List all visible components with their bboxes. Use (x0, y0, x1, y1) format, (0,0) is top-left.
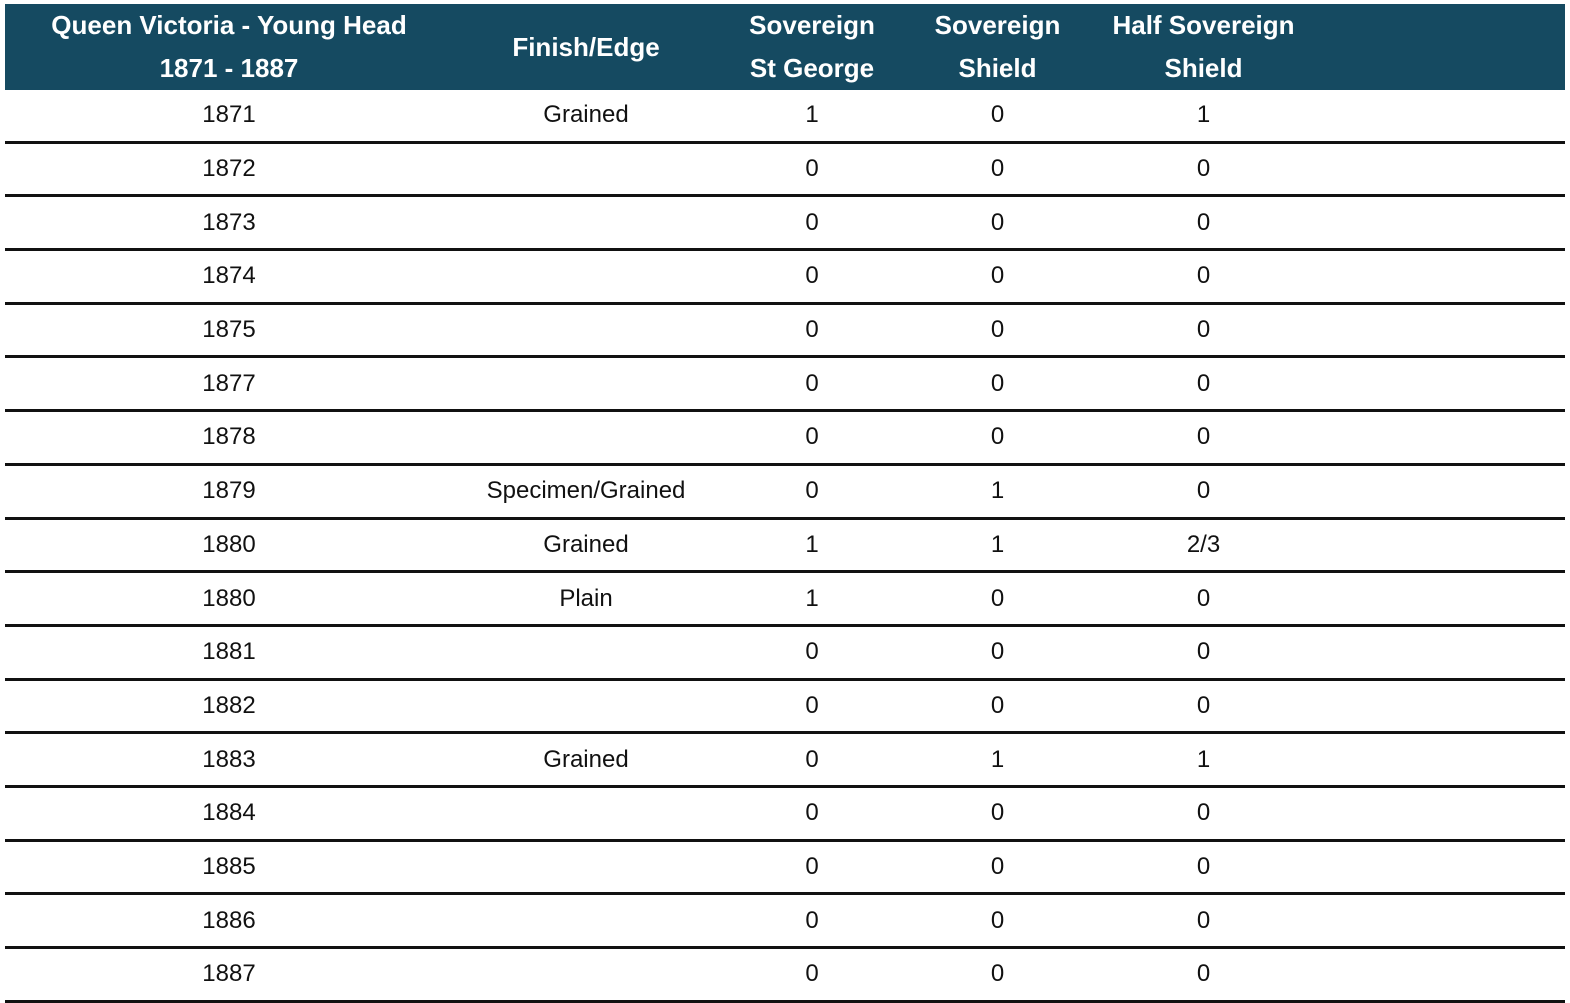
cell-finish-edge (453, 949, 719, 1000)
header-sg-line1: Sovereign (749, 10, 875, 40)
table-row (5, 734, 1565, 788)
cell-half-sovereign-shield: 0 (1196, 155, 1211, 183)
cell-half-sovereign-shield: 0 (1196, 691, 1211, 719)
header-sovereign-shield (905, 4, 1090, 90)
cell-year: 1883 (202, 745, 256, 773)
cell-sovereign-shield: 0 (990, 906, 1005, 934)
cell-year: 1886 (202, 906, 256, 934)
cell-sovereign-st-george: 0 (805, 316, 819, 344)
cell-year: 1878 (202, 423, 256, 451)
cell-year: 1880 (202, 584, 256, 612)
cell-sovereign-st-george: 1 (805, 101, 819, 129)
header-hs-line1: Half Sovereign (1112, 10, 1295, 40)
cell-finish-edge (453, 412, 719, 463)
cell-finish-edge (453, 681, 719, 732)
cell-year: 1874 (202, 262, 256, 290)
cell-sovereign-st-george: 0 (805, 852, 819, 880)
cell-sovereign-st-george: 0 (805, 799, 819, 827)
cell-sovereign-shield: 0 (990, 960, 1005, 988)
row-spacer (1317, 573, 1565, 624)
cell-sovereign-st-george: 1 (805, 584, 819, 612)
cell-year: 1875 (202, 316, 256, 344)
row-spacer (1317, 251, 1565, 302)
header-year (5, 4, 453, 90)
cell-half-sovereign-shield: 0 (1196, 638, 1211, 666)
table-body (5, 90, 1565, 1003)
row-spacer (1317, 681, 1565, 732)
cell-sovereign-st-george: 0 (805, 477, 819, 505)
row-spacer (1317, 627, 1565, 678)
table-row (5, 573, 1565, 627)
cell-half-sovereign-shield: 0 (1196, 423, 1211, 451)
cell-half-sovereign-shield: 0 (1196, 208, 1211, 236)
header-half-sovereign-shield (1090, 4, 1317, 90)
cell-half-sovereign-shield: 0 (1196, 262, 1211, 290)
row-spacer (1317, 358, 1565, 409)
header-sovereign-st-george (719, 4, 905, 90)
cell-year: 1880 (202, 530, 256, 558)
cell-half-sovereign-shield: 1 (1196, 101, 1211, 129)
cell-sovereign-st-george: 0 (805, 208, 819, 236)
cell-sovereign-shield: 0 (990, 799, 1005, 827)
cell-sovereign-shield: 0 (990, 101, 1005, 129)
cell-sovereign-shield: 0 (990, 638, 1005, 666)
cell-sovereign-shield: 1 (990, 745, 1005, 773)
row-spacer (1317, 90, 1565, 141)
cell-sovereign-shield: 0 (990, 584, 1005, 612)
cell-year: 1885 (202, 852, 256, 880)
header-year-line2: 1871 - 1887 (159, 53, 299, 83)
row-spacer (1317, 734, 1565, 785)
cell-sovereign-shield: 1 (990, 530, 1005, 558)
cell-finish-edge (453, 627, 719, 678)
table-row (5, 90, 1565, 144)
cell-finish-edge: Grained (543, 745, 629, 773)
cell-sovereign-shield: 0 (990, 852, 1005, 880)
table-row (5, 895, 1565, 949)
cell-sovereign-st-george: 1 (805, 530, 819, 558)
cell-sovereign-shield: 0 (990, 423, 1005, 451)
row-spacer (1317, 842, 1565, 893)
cell-year: 1884 (202, 799, 256, 827)
cell-half-sovereign-shield: 1 (1196, 745, 1211, 773)
cell-finish-edge (453, 842, 719, 893)
cell-year: 1881 (202, 638, 256, 666)
row-spacer (1317, 412, 1565, 463)
table-row (5, 466, 1565, 520)
cell-sovereign-st-george: 0 (805, 369, 819, 397)
row-spacer (1317, 520, 1565, 571)
cell-finish-edge: Specimen/Grained (486, 477, 686, 505)
cell-finish-edge: Grained (543, 530, 629, 558)
cell-finish-edge: Plain (559, 584, 613, 612)
cell-sovereign-shield: 1 (990, 477, 1005, 505)
table-row (5, 412, 1565, 466)
cell-finish-edge: Grained (543, 101, 629, 129)
header-spacer (1317, 4, 1565, 90)
table-row (5, 197, 1565, 251)
table-header (5, 4, 1565, 90)
row-spacer (1317, 788, 1565, 839)
table-row (5, 788, 1565, 842)
header-sg-line2: St George (749, 53, 875, 83)
cell-finish-edge (453, 788, 719, 839)
table-row (5, 305, 1565, 359)
cell-sovereign-st-george: 0 (805, 745, 819, 773)
table-row (5, 627, 1565, 681)
cell-half-sovereign-shield: 0 (1196, 477, 1211, 505)
cell-year: 1872 (202, 155, 256, 183)
table-row (5, 681, 1565, 735)
cell-sovereign-shield: 0 (990, 369, 1005, 397)
cell-half-sovereign-shield: 0 (1196, 369, 1211, 397)
cell-finish-edge (453, 358, 719, 409)
cell-finish-edge (453, 251, 719, 302)
cell-year: 1879 (202, 477, 256, 505)
cell-sovereign-shield: 0 (990, 316, 1005, 344)
cell-year: 1871 (202, 101, 256, 129)
cell-half-sovereign-shield: 0 (1196, 960, 1211, 988)
cell-sovereign-st-george: 0 (805, 906, 819, 934)
cell-sovereign-st-george: 0 (805, 262, 819, 290)
table-row (5, 144, 1565, 198)
cell-half-sovereign-shield: 0 (1196, 584, 1211, 612)
header-year-line1: Queen Victoria - Young Head (51, 10, 407, 40)
cell-half-sovereign-shield: 0 (1196, 799, 1211, 827)
cell-year: 1873 (202, 208, 256, 236)
table-row (5, 949, 1565, 1003)
header-finish (453, 4, 719, 90)
cell-finish-edge (453, 305, 719, 356)
cell-finish-edge (453, 197, 719, 248)
cell-finish-edge (453, 895, 719, 946)
table-row (5, 251, 1565, 305)
header-finish-line1: Finish/Edge (512, 31, 660, 62)
table-row (5, 520, 1565, 574)
cell-half-sovereign-shield: 0 (1196, 852, 1211, 880)
cell-sovereign-shield: 0 (990, 691, 1005, 719)
row-spacer (1317, 144, 1565, 195)
cell-half-sovereign-shield: 2/3 (1186, 530, 1221, 558)
cell-half-sovereign-shield: 0 (1196, 906, 1211, 934)
table-row (5, 358, 1565, 412)
row-spacer (1317, 197, 1565, 248)
row-spacer (1317, 895, 1565, 946)
cell-year: 1887 (202, 960, 256, 988)
cell-sovereign-st-george: 0 (805, 691, 819, 719)
cell-sovereign-shield: 0 (990, 208, 1005, 236)
table-row (5, 842, 1565, 896)
header-ss-line2: Shield (958, 53, 1037, 83)
header-ss-line1: Sovereign (934, 10, 1061, 40)
cell-sovereign-shield: 0 (990, 262, 1005, 290)
row-spacer (1317, 949, 1565, 1000)
row-spacer (1317, 305, 1565, 356)
cell-year: 1882 (202, 691, 256, 719)
header-hs-line2: Shield (1164, 53, 1243, 83)
cell-sovereign-st-george: 0 (805, 638, 819, 666)
cell-finish-edge (453, 144, 719, 195)
coin-table (5, 4, 1565, 1003)
cell-sovereign-st-george: 0 (805, 155, 819, 183)
cell-half-sovereign-shield: 0 (1196, 316, 1211, 344)
cell-sovereign-shield: 0 (990, 155, 1005, 183)
row-spacer (1317, 466, 1565, 517)
cell-sovereign-st-george: 0 (805, 423, 819, 451)
cell-sovereign-st-george: 0 (805, 960, 819, 988)
cell-year: 1877 (202, 369, 256, 397)
